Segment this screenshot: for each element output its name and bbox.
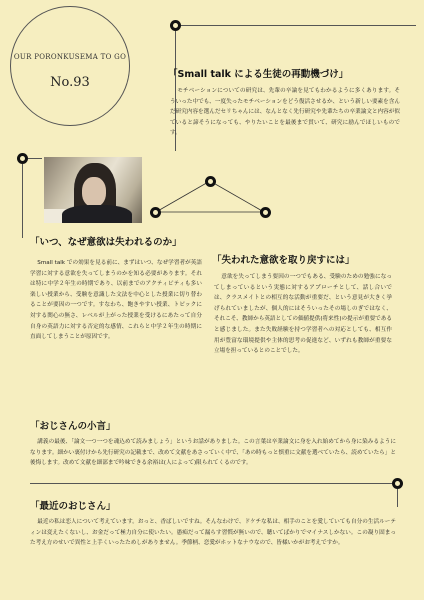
why-lost-heading: 「いつ、なぜ意欲は失われるのか」 (30, 237, 182, 248)
regain-heading: 「失われた意欲を取り戻すには」 (212, 255, 355, 266)
left-rule (22, 164, 23, 238)
middle-rule (28, 158, 42, 159)
ring-bullet-icon (150, 207, 161, 218)
masthead-circle (10, 6, 130, 126)
grandpa-nag-heading: 「おじさんの小言」 (30, 421, 116, 432)
shirt-shape (62, 205, 132, 223)
masthead-title: OUR PORONKUSEMA TO GO (13, 53, 127, 61)
bottom-rule (30, 483, 392, 484)
ring-bullet-icon (17, 153, 28, 164)
bottom-right-rule (397, 489, 398, 507)
regain-body: 意欲を失ってしまう要因の一つでもある、受験のための勉強になってしまっているという実態に対するアプローチとして、話し合いでは、クラスメイトとの相互的な活動が重要だ、という意見が大きく挙げられていましたが、個人的にはそういったその場しのぎではなく、それこそ、教師から英語としての価値提供(将来性)の提示が重要であると感じました。また失敗経験を持つ学習者への対応としても、相互作用が豊富な環境提供や主体的思考の促進など、いずれも教師が重要な立場を担っているとのことでした。 (214, 274, 392, 355)
face-shape (82, 177, 106, 207)
ring-bullet-icon (260, 207, 271, 218)
why-lost-body: Small talk での効果を見る前に、まずはいつ、なぜ学習者が英語学習に対する意欲を失ってしまうのかを知る必要があります。それは特に中学２年生の時期であり、以前までのアクティビティも多い楽しい授業から、受験を意識した文法を中心とした授業に切り替わることが要因の一つです。すなわち、飽きやすい授業、トピックに対する関心の無さ、レベルが上がった授業を受けるにあたって自分自身の英語力に対する否定的な感情、これらと中学２年生の時期に直面してしまうことが原因です。 (30, 260, 202, 341)
ring-bullet-icon (392, 478, 403, 489)
recent-grandpa-body: 最近の私は恋人について考えています。おっと、香ばしいですね。そんなわけで、ドケチな私は、相手のことを愛していても自分の生活ルーティンは変えたくないし、お金だって極力自分に使いたい。愚痴だって漏らす習慣が無いので、聴いてばかりでマイナスしかない。この凝り固まった考え方のせいで異性と上手くいったためしがありません。季節柄、恋愛がホットなナウなので、皆様いかがお考えですか。 (30, 519, 396, 547)
ring-bullet-icon (170, 20, 181, 31)
grandpa-nag-body: 講義の最後、「論文一つ一つを魂込めて読みましょう」というお話がありました。この言葉は卒業論文に身を入れ始めてから身に染みるようになります。細かい裏付けから先行研究の記載まで、改めて文献をあさっていく中で、「あの時もっと慎重に文献を選べていたら、読めていたら」と後悔します。改めて文献を細部まで吟味できる余裕は(人によって)限られてくるのです。 (30, 439, 396, 467)
intro-body: モチベーションについての研究は、先輩の卒論を見てもわかるように多くあります。そういった中でも、一度失ったモチベーションをどう復活させるか、という新しい要素を含んだ研究内容を選んだセリちゃんには、なんとなく先行研究や先輩たちの卒業論文と内容が似ていると諦そうになっても、やりたいことを最後まで貫いて、研究に励んでほしいものです。 (170, 88, 400, 137)
recent-grandpa-heading: 「最近のおじさん」 (30, 501, 116, 512)
student-photo (44, 157, 142, 223)
top-rule (181, 25, 416, 26)
intro-heading: 「Small talk による生徒の再動機づけ」 (168, 69, 349, 80)
issue-number: No.93 (50, 75, 90, 90)
ring-bullet-icon (205, 176, 216, 187)
